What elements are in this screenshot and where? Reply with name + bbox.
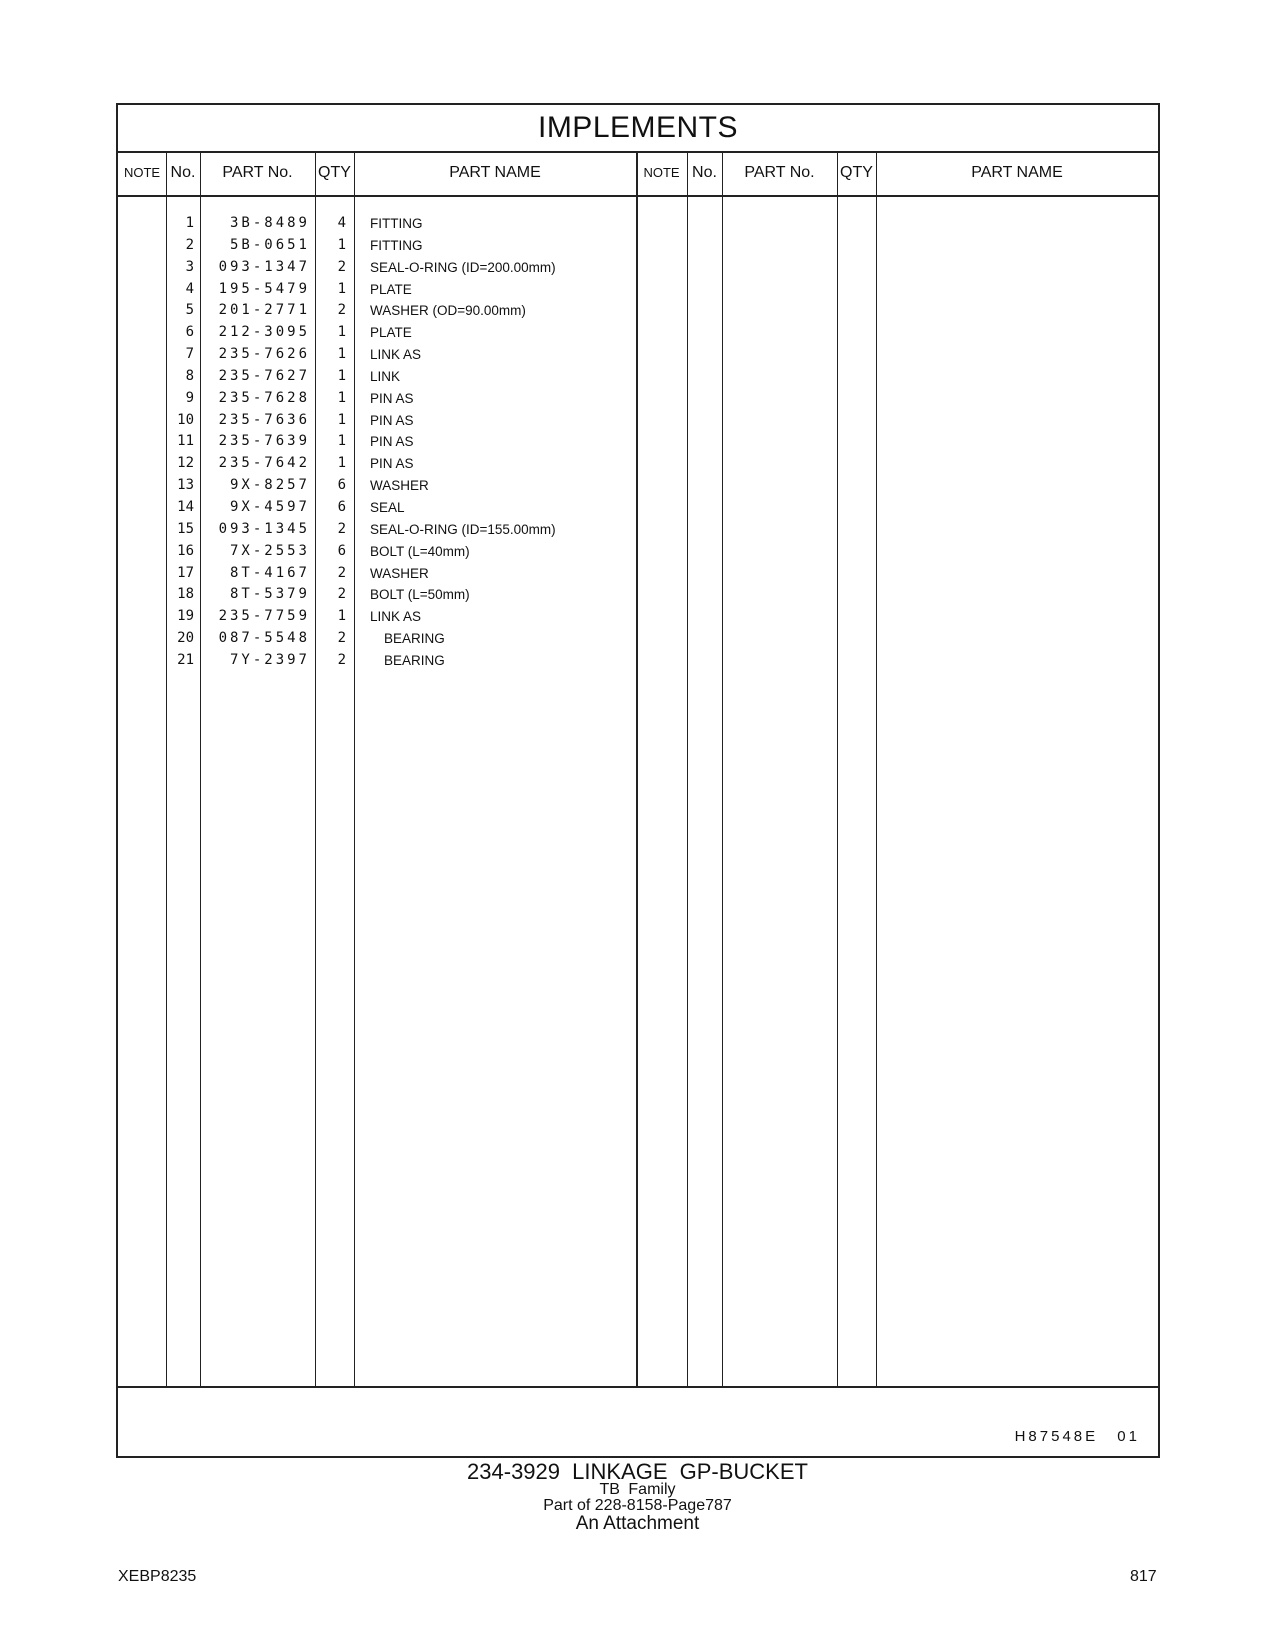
table-row [118, 453, 638, 475]
part-number: 9X-8257 [229, 477, 310, 494]
part-number: 8T-4167 [229, 564, 310, 581]
parts-list-frame [116, 103, 1160, 1458]
quantity: 4 [337, 215, 346, 231]
column-divider [876, 151, 877, 1388]
part-number: 7Y-2397 [229, 651, 310, 668]
quantity: 1 [337, 411, 346, 428]
table-row [118, 322, 638, 344]
quantity: 1 [337, 433, 346, 450]
part-name: PLATE [370, 281, 412, 297]
quantity: 2 [337, 258, 346, 275]
table-row [118, 497, 638, 519]
quantity: 2 [337, 302, 346, 319]
item-number: 16 [177, 542, 194, 559]
part-number: 235-7642 [218, 455, 310, 472]
part-number: 087-5548 [218, 630, 310, 647]
table-row [118, 410, 638, 432]
item-number: 17 [177, 564, 194, 581]
table-row [118, 650, 638, 672]
table-row [118, 475, 638, 497]
quantity: 6 [337, 498, 346, 515]
table-row [118, 344, 638, 366]
quantity: 1 [337, 236, 346, 253]
table-row [118, 584, 638, 606]
part-number: 093-1347 [218, 258, 310, 275]
item-number: 8 [185, 367, 194, 384]
col-note-left: NOTE [123, 165, 161, 180]
item-number: 20 [177, 630, 194, 647]
item-number: 15 [177, 520, 194, 537]
part-name: PLATE [370, 325, 412, 341]
part-number: 093-1345 [218, 520, 310, 537]
quantity: 1 [337, 346, 346, 363]
part-number: 9X-4597 [229, 498, 310, 515]
table-row [118, 257, 638, 279]
item-number: 9 [185, 389, 194, 406]
footer-divider [118, 1386, 1158, 1388]
quantity: 1 [337, 324, 346, 341]
item-number: 10 [177, 411, 194, 428]
family-label: TB Family [599, 1481, 676, 1498]
quantity: 1 [337, 280, 346, 297]
table-row [118, 541, 638, 563]
col-partname-left: PART NAME [449, 164, 541, 181]
table-row [118, 300, 638, 322]
item-number: 5 [185, 302, 194, 319]
quantity: 2 [337, 630, 346, 647]
part-number: 3B-8489 [229, 215, 310, 231]
col-partno-right: PART No. [744, 164, 815, 181]
part-number: 201-2771 [218, 302, 310, 319]
part-number: 235-7626 [218, 346, 310, 363]
item-number: 11 [177, 433, 194, 450]
item-number: 7 [185, 346, 194, 363]
col-qty-right: QTY [840, 164, 873, 181]
part-number: 235-7636 [218, 411, 310, 428]
part-number: 235-7759 [218, 608, 310, 625]
quantity: 1 [337, 455, 346, 472]
part-name: BOLT (L=40mm) [370, 543, 470, 559]
part-name: WASHER [370, 565, 429, 581]
item-number: 19 [177, 608, 194, 625]
quantity: 2 [337, 520, 346, 537]
part-name: SEAL-O-RING (ID=200.00mm) [370, 259, 556, 275]
part-name: PIN AS [370, 434, 414, 450]
quantity: 2 [337, 586, 346, 603]
parts-list [118, 213, 638, 672]
table-row [118, 366, 638, 388]
part-name: BEARING [384, 631, 445, 647]
part-number: 235-7639 [218, 433, 310, 450]
table-row [118, 279, 638, 301]
table-row [118, 388, 638, 410]
part-number: 7X-2553 [229, 542, 310, 559]
assembly-title: 234-3929 LINKAGE GP-BUCKET [467, 1459, 808, 1484]
quantity: 6 [337, 477, 346, 494]
part-name: FITTING [370, 237, 423, 253]
part-number: 5B-0651 [229, 236, 310, 253]
column-header-row [118, 151, 1158, 197]
part-name: LINK [370, 368, 401, 384]
part-name: SEAL-O-RING (ID=155.00mm) [370, 521, 556, 537]
table-row [118, 235, 638, 257]
attachment-label: An Attachment [575, 1513, 700, 1534]
item-number: 12 [177, 455, 194, 472]
part-number: 195-5479 [218, 280, 310, 297]
drawing-code: H87548E 01 [1014, 1428, 1140, 1445]
col-note-right: NOTE [643, 165, 680, 180]
parent-reference: Part of 228-8158-Page787 [543, 1497, 732, 1514]
item-number: 13 [177, 477, 194, 494]
item-number: 6 [185, 324, 194, 341]
item-number: 4 [185, 280, 194, 297]
table-row [118, 431, 638, 453]
part-name: BEARING [384, 652, 445, 668]
part-number: 235-7627 [218, 367, 310, 384]
quantity: 2 [337, 564, 346, 581]
part-name: SEAL [370, 499, 405, 515]
part-name: WASHER [370, 478, 429, 494]
part-number: 212-3095 [218, 324, 310, 341]
column-divider [837, 151, 838, 1388]
quantity: 1 [337, 608, 346, 625]
part-name: LINK AS [370, 609, 422, 625]
col-no-left: No. [170, 164, 196, 181]
column-divider [687, 151, 688, 1388]
part-name: FITTING [370, 216, 423, 231]
table-row [118, 606, 638, 628]
part-name: WASHER (OD=90.00mm) [370, 303, 526, 319]
quantity: 1 [337, 367, 346, 384]
part-name: PIN AS [370, 390, 414, 406]
item-number: 1 [185, 215, 194, 231]
part-name: BOLT (L=50mm) [370, 587, 470, 603]
col-qty-left: QTY [318, 164, 351, 181]
quantity: 1 [337, 389, 346, 406]
col-no-right: No. [692, 164, 717, 181]
part-number: 8T-5379 [229, 586, 310, 603]
col-partno-left: PART No. [222, 164, 293, 181]
table-row [118, 519, 638, 541]
table-row [118, 628, 638, 650]
quantity: 2 [337, 651, 346, 668]
table-row [118, 563, 638, 585]
item-number: 3 [185, 258, 194, 275]
page-title: IMPLEMENTS [118, 105, 1158, 153]
document-id: XEBP8235 [118, 1568, 197, 1585]
page-number: 817 [1130, 1568, 1157, 1585]
part-name: PIN AS [370, 456, 414, 472]
part-number: 235-7628 [218, 389, 310, 406]
item-number: 21 [177, 651, 194, 668]
table-row [118, 213, 638, 235]
item-number: 18 [177, 586, 194, 603]
item-number: 14 [177, 498, 194, 515]
item-number: 2 [185, 236, 194, 253]
part-name: LINK AS [370, 347, 422, 363]
col-partname-right: PART NAME [971, 164, 1063, 181]
column-divider [722, 151, 723, 1388]
part-name: PIN AS [370, 412, 414, 428]
quantity: 6 [337, 542, 346, 559]
